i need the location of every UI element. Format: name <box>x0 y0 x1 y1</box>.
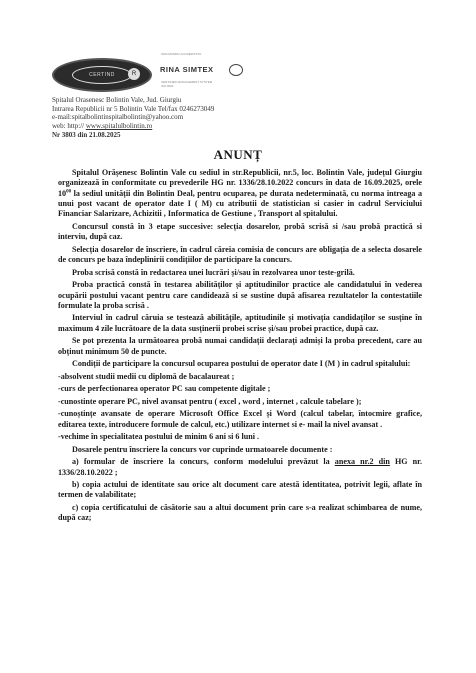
page-title: ANUNȚ <box>213 147 263 162</box>
rina-brand-icon <box>229 64 243 76</box>
registered-mark: R <box>128 68 140 80</box>
contact-email[interactable]: e-mail:spitalbolintinspitalbolintin@yahoo.com <box>52 113 184 122</box>
certind-logo <box>52 58 152 92</box>
document-item-a <box>58 457 422 478</box>
contact-web <box>52 122 292 131</box>
paragraph-documents: Dosarele pentru înscriere la concurs vor cuprinde urmatoarele documente : <box>72 444 333 454</box>
paragraph-practical-test: Proba practică constă în testarea abilităților și aptitudinilor practice ale candidatului în vederea ocupării postului vacant pentru care candidează si se sustine după afisarea rezultatelor la contestatiile formulate la proba scrisă . <box>58 280 422 310</box>
rina-caption-1: CERTIFIED MANAGEMENT SYSTEM <box>161 80 213 84</box>
contact-address: Intrarea Republicii nr 5 Bolintin Vale Tel/fax 0246273049 <box>52 104 215 113</box>
document-item-c: c) copia certificatului de căsătorie sau a altui document prin care s-a realizat schimbarea de nume, după caz; <box>58 502 422 523</box>
rina-caption-2: ISO 9001 <box>161 84 174 88</box>
paragraph-intro <box>58 168 422 220</box>
condition-item: -cunostinte operare PC, nivel avansat pentru ( excel , word , internet , calcule tabelare ); <box>58 396 362 406</box>
intro-part-1: Spitalul Orășenesc Bolintin Vale cu sediul in str.Republicii, nr.5, loc. Bolintin Vale, județul Giurgiu organizează în conformitate cu prevederile HG nr. 1336/28.10.2022 concurs în data de 16.09.2025, orele 10 <box>58 168 422 198</box>
condition-item: -absolvent studii medii cu diplomă de bacalaureat ; <box>58 371 235 381</box>
annex-link[interactable]: anexa nr.2 din <box>334 457 390 467</box>
rina-simtex-logo <box>155 52 247 92</box>
intro-part-2: la sediul unității din Bolintin Deal, pentru ocuparea, pe durata nedeterminată, cu norma intreaga a unui post vacant de operator date I ( M) cu atributii de statistician si casier in cadrul Serviciului Financiar Salarizare, Achizitii , Informatica de Gestiune , Transport al spitalului. <box>58 188 422 219</box>
document-number: Nr 3803 din 21.08.2025 <box>52 130 121 139</box>
intro-time-superscript: 00 <box>66 189 72 194</box>
rina-brand-text: RINA SIMTEX <box>160 65 214 74</box>
contact-web-prefix: web: http:// <box>52 122 86 131</box>
doc-a-text: a) formular de înscriere la concurs, conform modelului prevăzut la <box>72 457 335 467</box>
condition-item: -cunoștințe avansate de operare Microsoft Office Excel și Word (calcul tabelar, întocmire grafice, editarea texte, introducere formule de calcul, etc.) utilizare internet si e- mail la nivel avansat . <box>58 409 422 429</box>
condition-item: -vechime în specialitatea postului de minim 6 ani si 6 luni . <box>58 432 260 442</box>
paragraph-selection: Selecția dosarelor de înscriere, în cadrul căreia comisia de concurs are obligația de a selecta dosarele de concurs pe baza îndeplinirii condițiilor de participare la concurs. <box>58 244 422 265</box>
rina-caption-top: ORGANISMO ACCREDITATO <box>161 52 202 56</box>
contact-name: Spitalul Orasenesc Bolintin Vale, Jud. Giurgiu <box>52 96 182 104</box>
paragraph-conditions: Condiții de participare la concursul ocuparea postului de operator date I (M ) in cadrul spitalului: <box>72 359 411 369</box>
paragraph-stages: Concursul constă în 3 etape succesive: selecția dosarelor, probă scrisă si /sau probă practică si interviu, după caz. <box>58 221 422 242</box>
paragraph-written-test: Proba scrisă constă în redactarea unei lucrări și/sau în rezolvarea unor teste-grilă. <box>72 267 355 277</box>
condition-item: -curs de perfectionarea operator PC sau competente digitale ; <box>58 384 271 394</box>
doc-a-text-end: HG nr. 1336/28.10.2022 ; <box>58 457 423 477</box>
contact-web-link[interactable]: www.spitalulbolintin.ro <box>85 122 153 131</box>
hospital-contact-block <box>52 96 292 140</box>
paragraph-admission: Se pot prezenta la următoarea probă numai candidații declarați admiși la proba precedent, care au obținut minimum 50 de puncte. <box>58 336 422 356</box>
announcement-body <box>58 168 422 526</box>
document-item-b: b) copia actului de identitate sau orice alt document care atestă identitatea, potrivit legii, aflate în termen de valabilitate; <box>58 480 422 500</box>
paragraph-interview: Interviul în cadrul căruia se testează abilitățile, aptitudinile și motivația candidaților se susține în maximum 4 zile lucrătoare de la data susținerii probei scrise și/sau probei practice, după caz. <box>58 313 422 333</box>
certind-logo-ring: CERTIND <box>72 66 132 84</box>
